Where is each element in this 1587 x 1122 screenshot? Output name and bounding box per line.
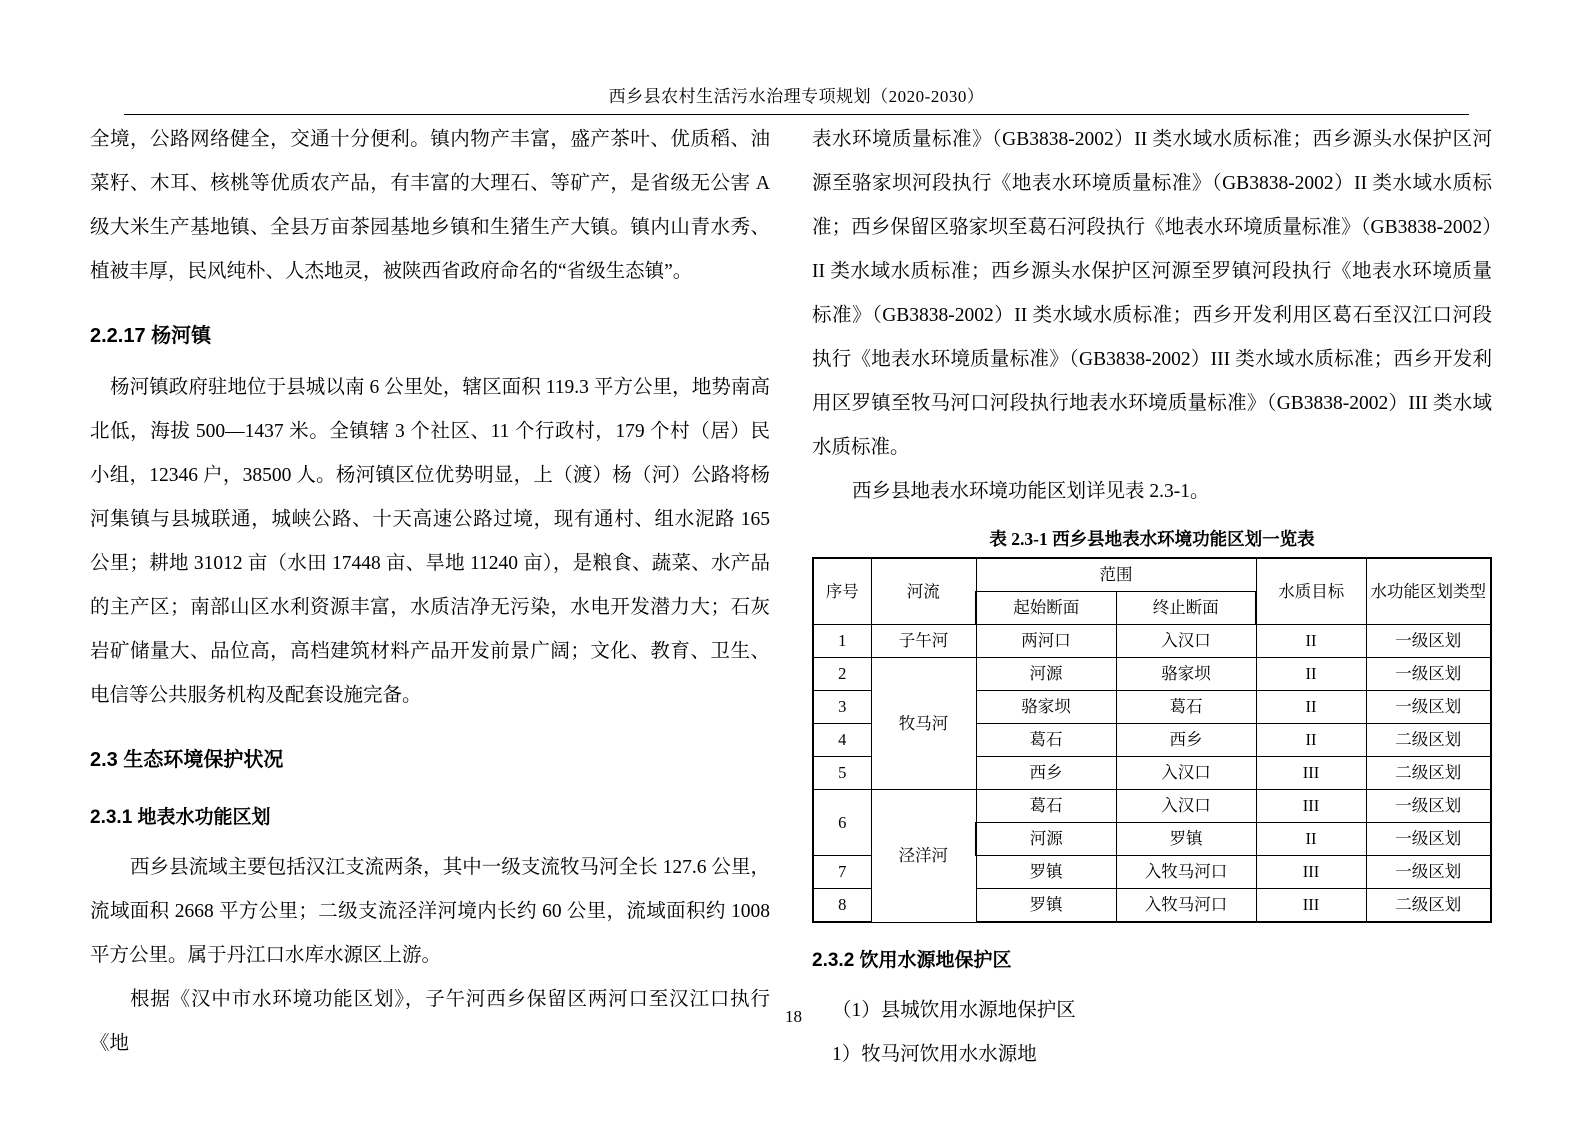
page-header: 西乡县农村生活污水治理专项规划（2020-2030） [124,82,1469,115]
table-header-end-section: 终止断面 [1116,592,1256,625]
paragraph-yanghe-town: 杨河镇政府驻地位于县城以南 6 公里处，辖区面积 119.3 平方公里，地势南高北低，海拔 500—1437 米。全镇辖 3 个社区、11 个行政村，179 个村（居）民小组，12346 户，38500 人。杨河镇区位优势明显，上（渡）杨（河）公路将杨河集镇与县城联通，城峡公路、十天高速公路过境，现有通村、组水泥路 165 公里；耕地 31012 亩（水田 17448 亩、旱地 11240 亩），是粮食、蔬菜、水产品的主产区；南部山区水利资源丰富，水质洁净无污染，水电开发潜力大；石灰岩矿储量大、品位高，高档建筑材料产品开发前景广阔；文化、教育、卫生、电信等公共服务机构及配套设施完备。 [90,377,770,706]
cell-no: 5 [813,757,871,790]
paragraph-town-overview: 全境，公路网络健全，交通十分便利。镇内物产丰富，盛产茶叶、优质稻、油菜籽、木耳、核桃等优质农产品，有丰富的大理石、等矿产，是省级无公害 A 级大米生产基地镇、全县万亩茶园基地乡镇和生猪生产大镇。镇内山青水秀、植被丰厚，民风纯朴、人杰地灵，被陕西省政府命名的“省级生态镇”。 [90,129,770,282]
cell-type: 一级区划 [1366,856,1491,889]
two-column-body [90,118,1500,1065]
paragraph-county-water-source: （1）县城饮用水源地保护区 [832,1000,1076,1021]
cell-river: 泾洋河 [871,790,976,923]
cell-end: 入牧马河口 [1116,856,1256,889]
table-header-range: 范围 [976,558,1256,592]
cell-start: 西乡 [976,757,1116,790]
paragraph-watershed: 西乡县流域主要包括汉江支流两条，其中一级支流牧马河全长 127.6 公里，流域面积 2668 平方公里；二级支流泾洋河境内长约 60 公里，流域面积约 1008 平方公里。属于丹江口水库水源区上游。 [90,857,770,966]
cell-type: 一级区划 [1366,790,1491,823]
cell-no: 2 [813,658,871,691]
table-header-river: 河流 [871,558,976,625]
table-header-row-1 [813,558,1491,592]
paragraph-mumahe-water-source: 1）牧马河饮用水水源地 [832,1044,1037,1065]
cell-end: 入汉口 [1116,790,1256,823]
cell-no: 8 [813,889,871,923]
cell-end: 入牧马河口 [1116,889,1256,923]
cell-start: 骆家坝 [976,691,1116,724]
heading-2-3-1: 2.3.1 地表水功能区划 [90,807,271,828]
cell-target: III [1256,856,1366,889]
cell-target: II [1256,724,1366,757]
cell-start: 河源 [976,823,1116,856]
cell-start: 罗镇 [976,856,1116,889]
table-row [813,790,1491,823]
cell-end: 骆家坝 [1116,658,1256,691]
cell-start: 罗镇 [976,889,1116,923]
cell-no: 6 [813,790,871,856]
table-header-quality-target: 水质目标 [1256,558,1366,625]
cell-type: 一级区划 [1366,658,1491,691]
cell-no: 7 [813,856,871,889]
page-number: 18 [785,1007,802,1026]
cell-target: III [1256,889,1366,923]
cell-end: 入汉口 [1116,625,1256,658]
cell-end: 西乡 [1116,724,1256,757]
left-column [90,118,770,1054]
table-row [813,625,1491,658]
heading-2-2-17: 2.2.17 杨河镇 [90,325,212,347]
cell-target: III [1256,790,1366,823]
cell-start: 河源 [976,658,1116,691]
cell-start: 葛石 [976,724,1116,757]
cell-no: 3 [813,691,871,724]
cell-type: 一级区划 [1366,625,1491,658]
cell-end: 罗镇 [1116,823,1256,856]
cell-type: 二级区划 [1366,724,1491,757]
cell-target: III [1256,757,1366,790]
cell-type: 二级区划 [1366,889,1491,923]
paragraph-table-reference: 西乡县地表水环境功能区划详见表 2.3-1。 [852,481,1210,502]
cell-target: II [1256,691,1366,724]
table-header-start-section: 起始断面 [976,592,1116,625]
table-header-zone-type: 水功能区划类型 [1366,558,1491,625]
cell-no: 1 [813,625,871,658]
cell-end: 入汉口 [1116,757,1256,790]
paragraph-standard-continued: 表水环境质量标准》（GB3838-2002）II 类水域水质标准；西乡源头水保护区河源至骆家坝河段执行《地表水环境质量标准》（GB3838-2002）II 类水域水质标准；西乡保留区骆家坝至葛石河段执行《地表水环境质量标准》（GB3838-2002）II 类水域水质标准；西乡源头水保护区河源至罗镇河段执行《地表水环境质量标准》（GB3838-2002）II 类水域水质标准；西乡开发利用区葛石至汉江口河段执行《地表水环境质量标准》（GB3838-2002）III 类水域水质标准；西乡开发利用区罗镇至牧马河口河段执行地表水环境质量标准》（GB3838-2002）III 类水域水质标准。 [812,129,1492,458]
heading-2-3: 2.3 生态环境保护状况 [90,749,284,771]
cell-target: II [1256,625,1366,658]
cell-type: 一级区划 [1366,691,1491,724]
table-caption: 表 2.3-1 西乡县地表水环境功能区划一览表 [989,529,1315,549]
heading-2-3-2: 2.3.2 饮用水源地保护区 [812,950,1012,971]
cell-start: 两河口 [976,625,1116,658]
table-row [813,658,1491,691]
cell-river: 子午河 [871,625,976,658]
right-column [812,118,1492,1065]
cell-river: 牧马河 [871,658,976,790]
water-function-zone-table [812,557,1492,923]
cell-type: 二级区划 [1366,757,1491,790]
cell-start: 葛石 [976,790,1116,823]
cell-type: 一级区划 [1366,823,1491,856]
cell-no: 4 [813,724,871,757]
table-header-no: 序号 [813,558,871,625]
cell-target: II [1256,823,1366,856]
paragraph-standard-intro: 根据《汉中市水环境功能区划》，子午河西乡保留区两河口至汉江口执行《地 [90,989,770,1054]
cell-target: II [1256,658,1366,691]
cell-end: 葛石 [1116,691,1256,724]
